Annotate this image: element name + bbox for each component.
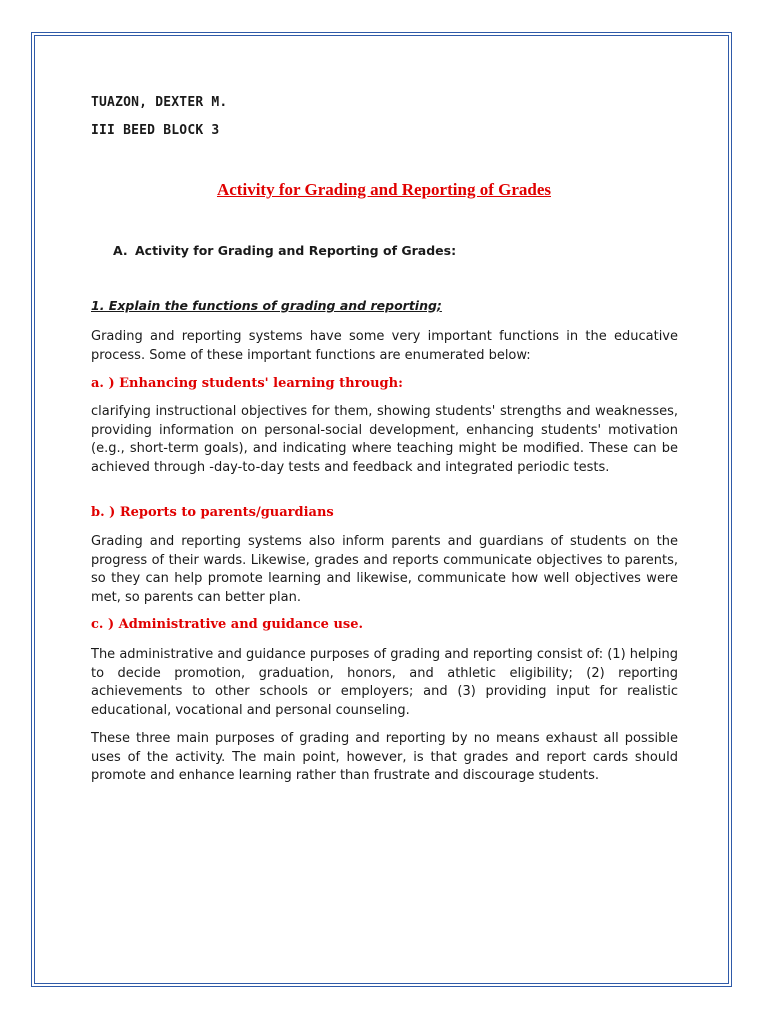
item-c-body: The administrative and guidance purposes of grading and reporting consist of: (1) helping to decide promotion, graduation, honors, and athletic eligibility; (2) reporting achievements to other schools or employers; and (3) providing input for realistic educational, vocational and personal counseling. bbox=[91, 647, 678, 718]
student-section: III BEED BLOCK 3 bbox=[91, 123, 220, 138]
section-a-marker: A. bbox=[113, 243, 128, 258]
section-a-heading bbox=[113, 243, 456, 258]
section-a-label: Activity for Grading and Reporting of Grades: bbox=[135, 243, 457, 258]
intro-paragraph: Grading and reporting systems have some very important functions in the educative process. Some of these important functions are enumerated below: bbox=[91, 329, 678, 363]
item-b-body: Grading and reporting systems also inform parents and guardians of students on the progress of their wards. Likewise, grades and reports communicate objectives to parents, so they can help promote learning and likewise, communicate how well objectives were met, so parents can better plan. bbox=[91, 534, 678, 605]
item-b-heading: b. ) Reports to parents/guardians bbox=[91, 505, 334, 520]
item-a-body: clarifying instructional objectives for them, showing students' strengths and weaknesses, providing information on personal-social development, enhancing students' motivation (e.g., short-term goals), and indicating where teaching might be modified. These can be achieved through -day-to-day tests and feedback and integrated periodic tests. bbox=[91, 404, 678, 475]
student-name: TUAZON, DEXTER M. bbox=[91, 95, 228, 110]
conclusion-paragraph: These three main purposes of grading and reporting by no means exhaust all possible uses of the activity. The main point, however, is that grades and report cards should promote and enhance learning rather than frustrate and discourage students. bbox=[91, 731, 678, 783]
question-1: 1. Explain the functions of grading and reporting; bbox=[91, 298, 442, 313]
item-c-heading: c. ) Administrative and guidance use. bbox=[91, 617, 364, 632]
item-a-heading: a. ) Enhancing students' learning through: bbox=[91, 376, 403, 391]
document-title: Activity for Grading and Reporting of Grades bbox=[216, 180, 551, 199]
